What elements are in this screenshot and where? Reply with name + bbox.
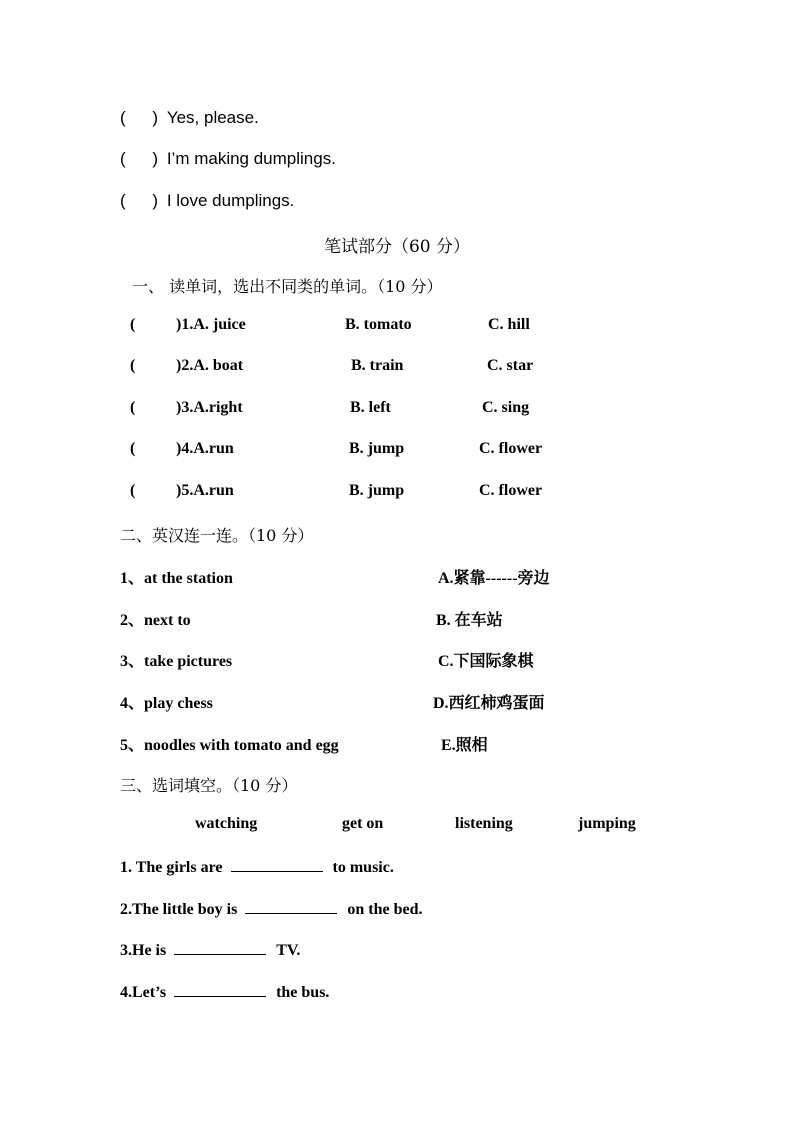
question-option-a: )2.A. boat [176,357,244,374]
option-text: Yes, please. [166,108,259,127]
written-part-title: 笔试部分（60 分） [323,237,471,257]
matching-chinese-item: C.下国际象棋 [438,653,534,670]
matching-chinese-item: A.紧靠------旁边 [438,570,550,587]
matching-chinese-item: E.照相 [441,737,488,754]
answer-blank[interactable] [245,898,337,914]
matching-chinese-item: D.西红柿鸡蛋面 [433,695,545,712]
answer-bracket-close: ) [152,191,159,210]
matching-english-item: 3、take pictures [120,653,233,670]
answer-bracket-open[interactable]: ( [120,108,126,127]
option-text: I love dumplings. [166,191,295,210]
section3-heading: 三、选词填空。（10 分） [120,776,298,795]
matching-english-item: 4、play chess [120,695,213,712]
sentence-end: to music. [332,859,394,876]
question-option-a: )5.A.run [176,482,234,499]
question-option-b: B. jump [349,482,405,499]
question-option-a: )4.A.run [176,440,234,457]
sentence-start: 4.Let’s [120,984,167,1001]
section1-heading: 一、 读单词，选出不同类的单词。（10 分） [132,277,443,296]
question-bracket[interactable]: ( [130,316,136,333]
option-row [120,108,259,128]
question-option-c: C. hill [488,316,530,333]
question-option-b: B. left [350,399,391,416]
sentence-end: on the bed. [347,901,423,918]
word-bank-item: jumping [578,815,636,832]
sentence-end: TV. [276,942,301,959]
sentence-start: 1. The girls are [120,859,223,876]
fill-in-sentence [120,856,394,877]
question-option-a: )1.A. juice [176,316,246,333]
question-option-c: C. sing [482,399,530,416]
sentence-start: 3.He is [120,942,167,959]
fill-in-sentence [120,981,329,1002]
question-option-b: B. tomato [345,316,412,333]
matching-chinese-item: B. 在车站 [436,612,503,629]
matching-english-item: 5、noodles with tomato and egg [120,737,339,754]
question-option-b: B. train [351,357,404,374]
answer-blank[interactable] [174,939,266,955]
answer-bracket-open[interactable]: ( [120,149,126,168]
sentence-start: 2.The little boy is [120,901,238,918]
option-text: I’m making dumplings. [166,149,336,168]
question-bracket[interactable]: ( [130,357,136,374]
question-bracket[interactable]: ( [130,399,136,416]
option-row [120,149,336,169]
answer-bracket-close: ) [152,108,159,127]
answer-blank[interactable] [174,981,266,997]
fill-in-sentence [120,939,300,960]
answer-blank[interactable] [231,856,323,872]
word-bank-item: get on [342,815,384,832]
answer-bracket-open[interactable]: ( [120,191,126,210]
matching-english-item: 1、at the station [120,570,233,587]
answer-bracket-close: ) [152,149,159,168]
sentence-end: the bus. [276,984,330,1001]
question-option-c: C. flower [479,440,543,457]
question-option-c: C. star [487,357,534,374]
question-option-c: C. flower [479,482,543,499]
section2-heading: 二、英汉连一连。（10 分） [120,526,314,545]
word-bank-item: watching [195,815,258,832]
question-option-a: )3.A.right [176,399,243,416]
option-row [120,191,294,211]
matching-english-item: 2、next to [120,612,191,629]
question-bracket[interactable]: ( [130,482,136,499]
question-bracket[interactable]: ( [130,440,136,457]
question-option-b: B. jump [349,440,405,457]
word-bank-item: listening [455,815,513,832]
fill-in-sentence [120,898,422,919]
